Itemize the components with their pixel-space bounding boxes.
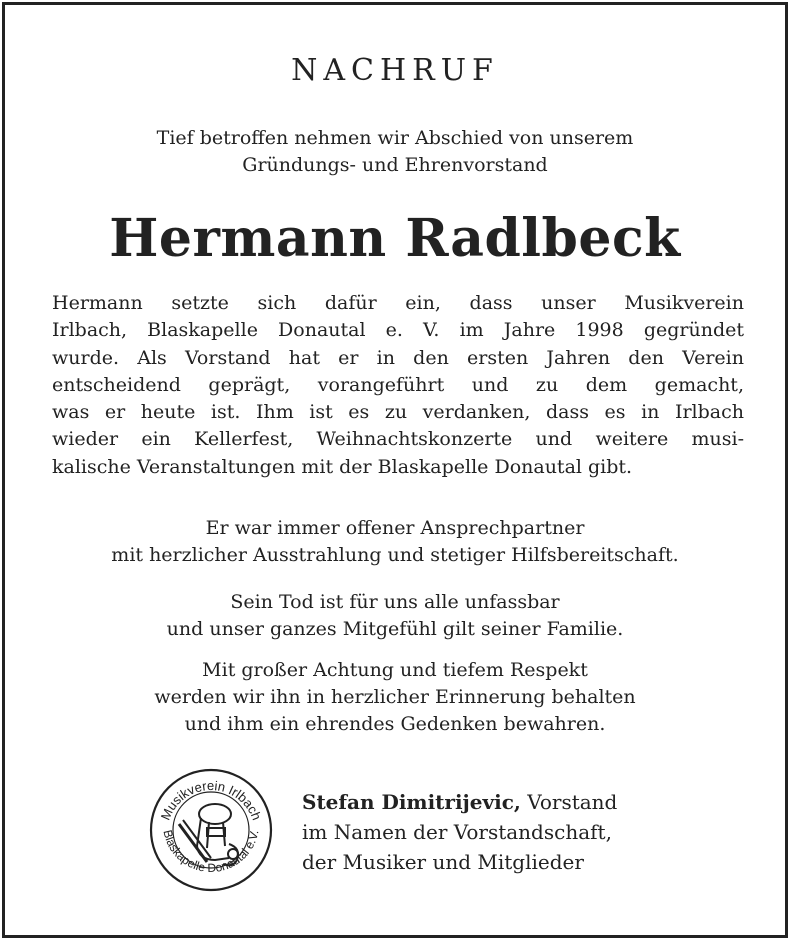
tribute-paragraph-3 bbox=[5, 657, 785, 738]
tribute-line: Mit großer Achtung und tiefem Respekt bbox=[202, 659, 588, 681]
obituary-content bbox=[5, 5, 785, 935]
signature-line-2: im Namen der Vorstandschaft, bbox=[302, 820, 612, 844]
logo-top-text-path: Musikverein Irlbach bbox=[157, 777, 265, 823]
logo-top-text bbox=[158, 778, 265, 822]
tribute-paragraph-1 bbox=[5, 515, 785, 569]
body-line: kalische Veranstaltungen mit der Blaskapelle Donautal gibt. bbox=[52, 455, 633, 478]
musikverein-logo bbox=[149, 768, 273, 892]
heading: NACHRUF bbox=[291, 53, 499, 88]
body-line: wieder ein Kellerfest, Weihnachtskonzerte und weitere musi- bbox=[52, 428, 744, 451]
signer-role: Vorstand bbox=[520, 790, 618, 814]
signer-name: Stefan Dimitrijevic, bbox=[302, 790, 521, 814]
tribute-line: und unser ganzes Mitgefühl gilt seiner Familie. bbox=[166, 618, 624, 640]
body-line: Hermann setzte sich dafür ein, dass unser Musikverein bbox=[52, 292, 744, 314]
body-paragraph bbox=[52, 290, 744, 481]
tribute-line: Er war immer offener Ansprechpartner bbox=[205, 517, 585, 539]
tribute-line: Sein Tod ist für uns alle unfassbar bbox=[230, 591, 560, 613]
intro-line: Gründungs- und Ehrenvorstand bbox=[242, 154, 548, 176]
deceased-name: Hermann Radlbeck bbox=[109, 208, 681, 269]
body-line: was er heute ist. Ihm ist es zu verdanken, dass es in Irlbach bbox=[52, 401, 744, 424]
body-line: Irlbach, Blaskapelle Donautal e. V. im Jahre 1998 gegründet bbox=[52, 319, 744, 342]
signature-block bbox=[302, 787, 617, 877]
signature-line-3: der Musiker und Mitglieder bbox=[302, 850, 584, 874]
body-line: entscheidend geprägt, vorangeführt und zu dem gemacht, bbox=[52, 373, 744, 396]
signature-line-1 bbox=[302, 787, 617, 817]
logo-bottom-text-path: Blaskapelle Donautal e.V. bbox=[160, 828, 262, 876]
tribute-line: mit herzlicher Ausstrahlung und stetiger Hilfsbereitschaft. bbox=[111, 544, 679, 566]
tribute-line: und ihm ein ehrendes Gedenken bewahren. bbox=[184, 713, 606, 735]
body-line: wurde. Als Vorstand hat er in den ersten Jahren den Verein bbox=[52, 346, 744, 369]
tribute-paragraph-2 bbox=[5, 589, 785, 643]
obituary-frame bbox=[2, 2, 788, 938]
tribute-line: werden wir ihn in herzlicher Erinnerung behalten bbox=[154, 686, 636, 708]
intro-line: Tief betroffen nehmen wir Abschied von unserem bbox=[156, 127, 634, 149]
intro-text bbox=[5, 125, 785, 179]
